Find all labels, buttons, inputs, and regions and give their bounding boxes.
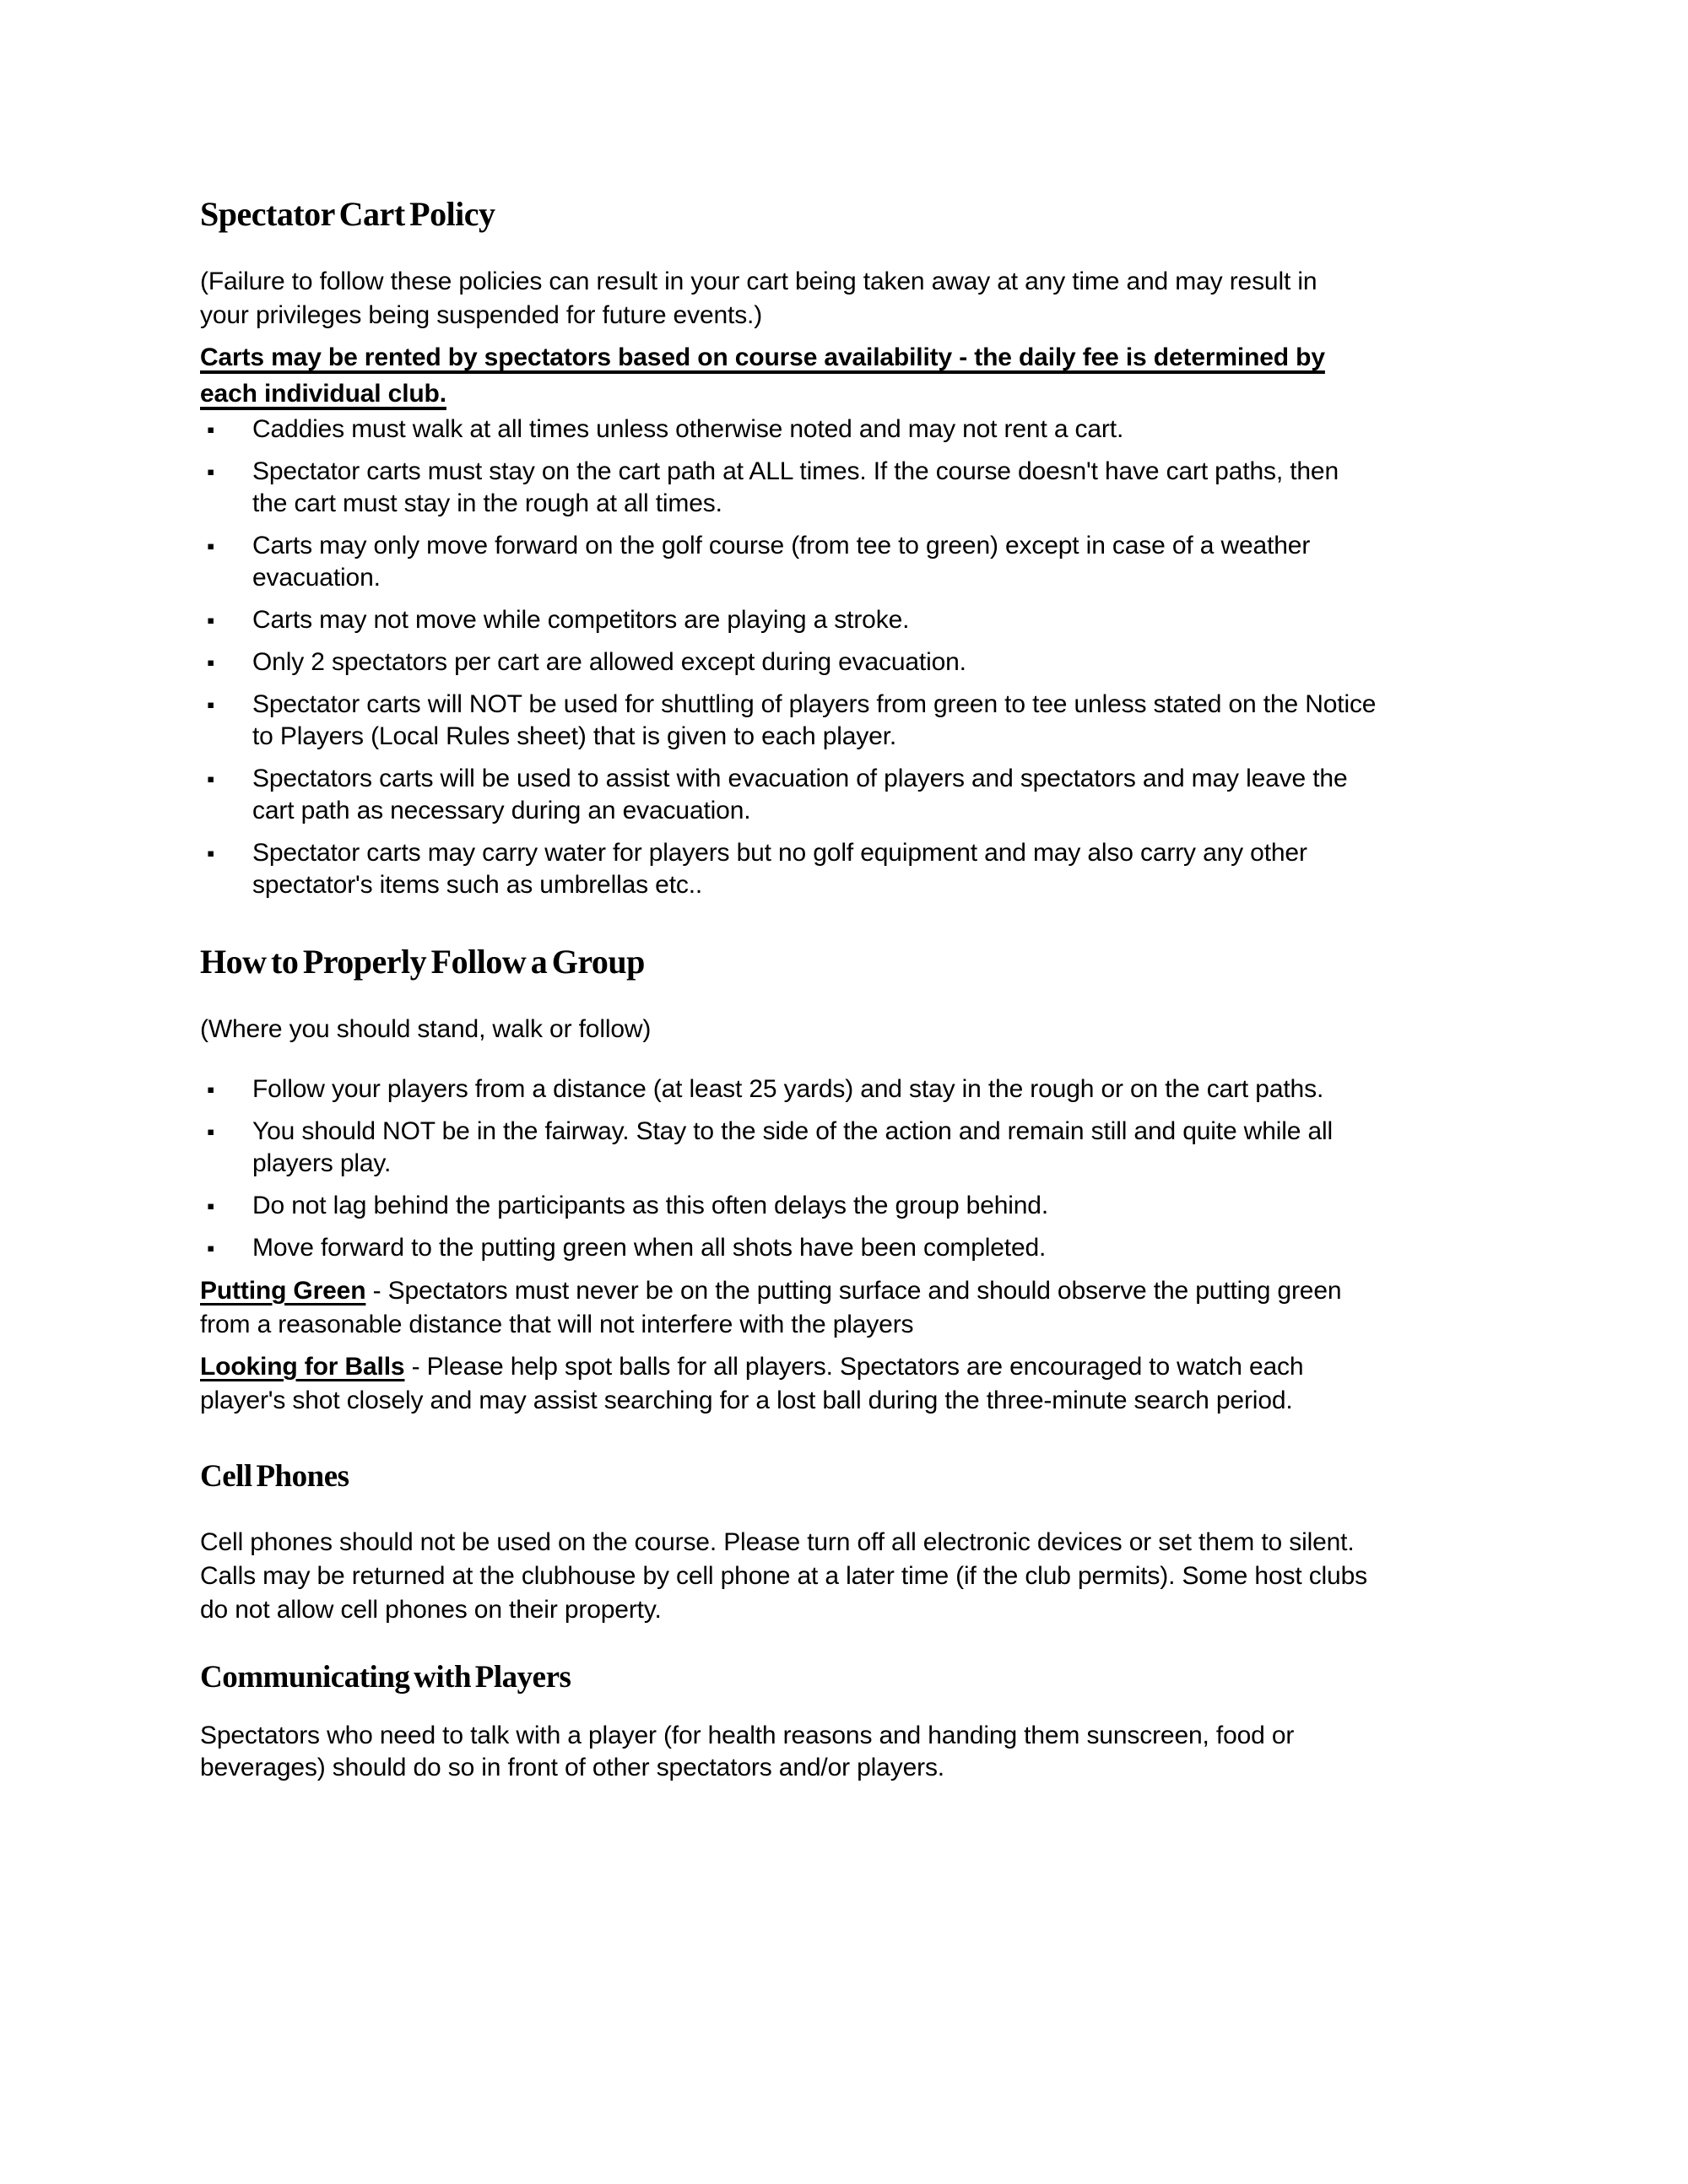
looking-for-balls-text: - Please help spot balls for all players. Spectators are encouraged to watch each player's shot closely and may assist searching for a lost ball during the three-minute search period. — [200, 1353, 1304, 1414]
looking-for-balls-note — [200, 1350, 1496, 1418]
bullet-item — [200, 1190, 1496, 1222]
bullet-item — [200, 604, 1496, 636]
bullet-square-icon: ▪ — [207, 766, 215, 792]
heading-cell-phones: Cell Phones — [200, 1459, 349, 1494]
bullet-square-icon: ▪ — [207, 608, 215, 633]
bullet-item — [200, 1116, 1496, 1180]
bullet-square-icon: ▪ — [207, 1077, 215, 1102]
bullet-square-icon: ▪ — [207, 1119, 215, 1144]
bullet-text: Carts may not move while competitors are playing a stroke. — [252, 606, 910, 634]
bullet-square-icon: ▪ — [207, 1193, 215, 1219]
communicating-paragraph: Spectators who need to talk with a player (for health reasons and handing them sunscreen, food or beverages) should do so in front of other spectators and/or players. — [200, 1722, 1295, 1781]
bullet-text: Spectator carts will NOT be used for shuttling of players from green to tee unless stated on the Notice to Players (Local Rules sheet) that is given to each player. — [252, 690, 1377, 750]
bullet-square-icon: ▪ — [207, 692, 215, 717]
bullet-item — [200, 646, 1496, 678]
bullet-item — [200, 1232, 1496, 1264]
bullet-square-icon: ▪ — [207, 417, 215, 442]
bullet-square-icon: ▪ — [207, 841, 215, 866]
bullet-item — [200, 530, 1496, 594]
bullet-text: Move forward to the putting green when all shots have been completed. — [252, 1234, 1047, 1262]
heading-communicating-with-players: Communicating with Players — [200, 1660, 571, 1695]
bullet-text: Spectators carts will be used to assist with evacuation of players and spectators and may leave the cart path as necessary during an evacuation. — [252, 765, 1348, 824]
heading-spectator-cart-policy: Spectator Cart Policy — [200, 195, 495, 233]
putting-green-note — [200, 1274, 1496, 1342]
heading-how-to-properly-follow-a-group: How to Properly Follow a Group — [200, 943, 645, 981]
bullet-square-icon: ▪ — [207, 533, 215, 559]
bullet-text: Spectator carts must stay on the cart path at ALL times. If the course doesn't have cart paths, then the cart must stay in the rough at all times. — [252, 457, 1339, 517]
cart-policy-intro: (Failure to follow these policies can result in your cart being taken away at any time and may result in your privileges being suspended for future events.) — [200, 268, 1317, 329]
bullet-square-icon: ▪ — [207, 459, 215, 484]
cell-phones-paragraph: Cell phones should not be used on the course. Please turn off all electronic devices or set them to silent. Calls may be returned at the clubhouse by cell phone at a later time (if the club permits). Some host clubs do not allow cell phones on their property. — [200, 1528, 1367, 1624]
looking-for-balls-label: Looking for Balls — [200, 1353, 405, 1381]
bullet-item — [200, 837, 1496, 901]
putting-green-text: - Spectators must never be on the putting surface and should observe the putting green from a reasonable distance that will not interfere with the players — [200, 1277, 1342, 1338]
bullet-text: Do not lag behind the participants as this often delays the group behind. — [252, 1192, 1049, 1219]
bullet-text: Carts may only move forward on the golf course (from tee to green) except in case of a weather evacuation. — [252, 532, 1311, 592]
bullet-text: Only 2 spectators per cart are allowed except during evacuation. — [252, 648, 966, 676]
bullet-item — [200, 1073, 1496, 1106]
bullet-square-icon: ▪ — [207, 650, 215, 675]
bullet-text: Spectator carts may carry water for players but no golf equipment and may also carry any other spectator's items such as umbrellas etc.. — [252, 839, 1307, 899]
bullet-text: Follow your players from a distance (at least 25 yards) and stay in the rough or on the cart paths. — [252, 1075, 1324, 1103]
bullet-square-icon: ▪ — [207, 1235, 215, 1261]
putting-green-label: Putting Green — [200, 1277, 366, 1305]
bullet-item — [200, 689, 1496, 753]
bullet-item — [200, 763, 1496, 827]
bullet-text: You should NOT be in the fairway. Stay to the side of the action and remain still and quite while all players play. — [252, 1117, 1334, 1177]
bullet-text: Caddies must walk at all times unless otherwise noted and may not rent a cart. — [252, 415, 1124, 443]
bullet-item — [200, 414, 1496, 446]
follow-group-bullet-list — [200, 1073, 1496, 1264]
follow-group-intro: (Where you should stand, walk or follow) — [200, 1015, 652, 1043]
bullet-item — [200, 456, 1496, 520]
cart-rental-statement: Carts may be rented by spectators based on course availability - the daily fee is determined by each individual club. — [200, 343, 1325, 408]
cart-policy-bullet-list — [200, 414, 1496, 901]
